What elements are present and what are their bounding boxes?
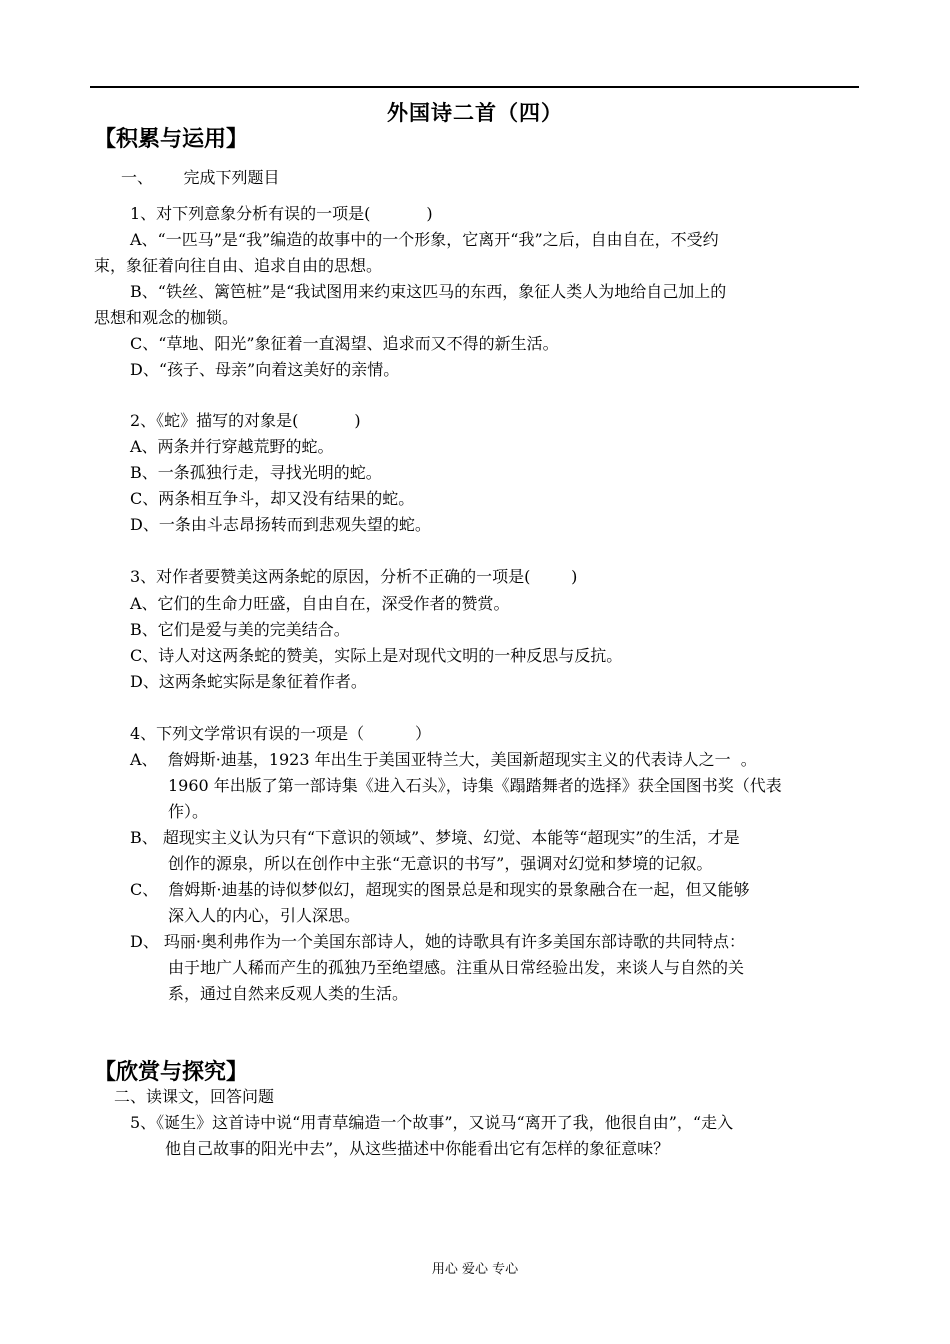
q4-option-d-cont2: 系，通过自然来反观人类的生活。	[168, 984, 409, 1003]
page-title: 外国诗二首（四）	[387, 100, 563, 125]
part-two-label: 二、读课文，回答问题	[114, 1087, 275, 1106]
q1-option-b: B、“铁丝、篱笆桩”是“我试图用来约束这匹马的东西，象征人类人为地给自己加上的	[130, 282, 727, 301]
q1-stem: 1、对下列意象分析有误的一项是( )	[130, 204, 433, 223]
q2-option-d: D、一条由斗志昂扬转而到悲观失望的蛇。	[130, 515, 431, 534]
q4-option-c-cont: 深入人的内心，引人深思。	[168, 906, 361, 925]
section-heading-accumulation: 【积累与运用】	[94, 126, 249, 152]
q4-stem: 4、下列文学常识有误的一项是（ ）	[130, 724, 432, 743]
q4-option-a-cont2: 作）。	[168, 802, 209, 821]
q4-option-b-cont: 创作的源泉，所以在创作中主张“无意识的书写”，强调对幻觉和梦境的记叙。	[168, 854, 713, 873]
q5-stem-cont: 他自己故事的阳光中去”，从这些描述中你能看出它有怎样的象征意味？	[165, 1139, 670, 1158]
q4-option-b: B、 超现实主义认为只有“下意识的领域”、梦境、幻觉、本能等“超现实”的生活，才是	[130, 828, 740, 847]
q2-option-c: C、两条相互争斗，却又没有结果的蛇。	[130, 489, 415, 508]
q3-option-b: B、它们是爱与美的完美结合。	[130, 620, 350, 639]
q4-option-d-cont: 由于地广人稀而产生的孤独乃至绝望感。注重从日常经验出发，来谈人与自然的关	[168, 958, 745, 977]
page-footer: 用心 爱心 专心	[431, 1262, 519, 1277]
q5-stem: 5、《诞生》这首诗中说“用青草编造一个故事”，又说马“离开了我，他很自由”，“走入	[130, 1113, 734, 1132]
q1-option-a: A、“一匹马”是“我”编造的故事中的一个形象，它离开“我”之后，自由自在，不受约	[130, 230, 719, 249]
section-heading-appreciation: 【欣赏与探究】	[94, 1059, 249, 1085]
q4-option-d: D、 玛丽·奥利弗作为一个美国东部诗人，她的诗歌具有许多美国东部诗歌的共同特点：	[130, 932, 746, 951]
q3-stem: 3、对作者要赞美这两条蛇的原因，分析不正确的一项是( )	[130, 567, 578, 586]
q4-option-a-cont: 1960 年出版了第一部诗集《进入石头》，诗集《蹋踏舞者的选择》获全国图书奖（代表	[168, 776, 782, 795]
header-rule	[90, 86, 859, 88]
q1-option-d: D、“孩子、母亲”向着这美好的亲情。	[130, 360, 400, 379]
q1-option-a-cont: 束，象征着向往自由、追求自由的思想。	[94, 256, 383, 275]
q1-option-b-cont: 思想和观念的枷锁。	[94, 308, 239, 327]
q2-stem: 2、《蛇》描写的对象是( )	[130, 411, 361, 430]
q4-option-c: C、 詹姆斯·迪基的诗似梦似幻，超现实的图景总是和现实的景象融合在一起，但又能够	[130, 880, 750, 899]
q1-option-c: C、“草地、阳光”象征着一直渴望、追求而又不得的新生活。	[130, 334, 559, 353]
q2-option-b: B、一条孤独行走，寻找光明的蛇。	[130, 463, 382, 482]
q3-option-c: C、诗人对这两条蛇的赞美，实际上是对现代文明的一种反思与反抗。	[130, 646, 623, 665]
part-one-label: 一、 完成下列题目	[121, 168, 280, 187]
q2-option-a: A、两条并行穿越荒野的蛇。	[130, 437, 334, 456]
q4-option-a: A、 詹姆斯·迪基，1923 年出生于美国亚特兰大，美国新超现实主义的代表诗人之一 。	[130, 750, 757, 769]
q3-option-a: A、它们的生命力旺盛，自由自在，深受作者的赞赏。	[130, 594, 510, 613]
q3-option-d: D、这两条蛇实际是象征着作者。	[130, 672, 367, 691]
